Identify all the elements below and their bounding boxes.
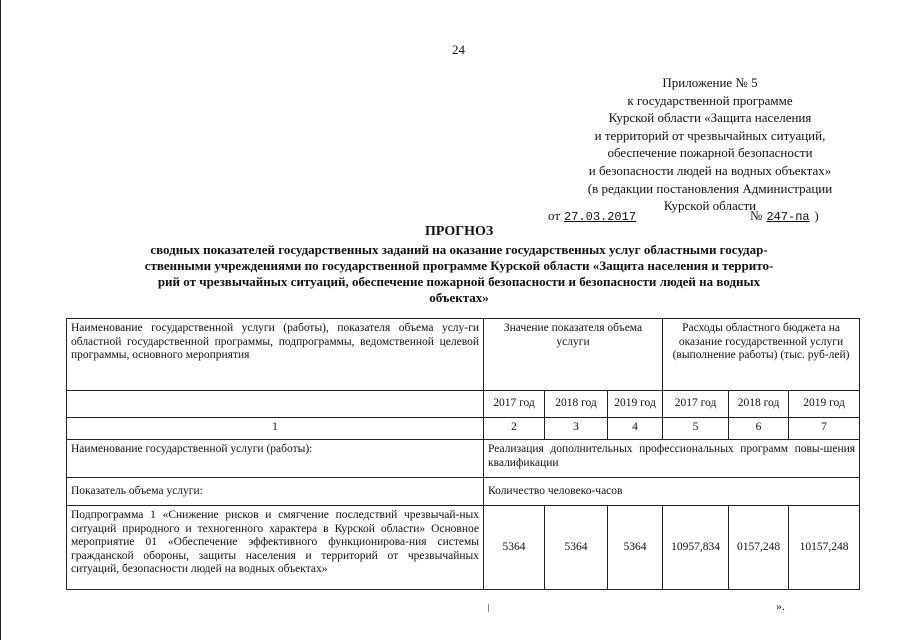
subtitle-line: рий от чрезвычайных ситуаций, обеспечение пожарной безопасности и безопасности людей на водных (157, 274, 761, 289)
year-cell: 2018 год (729, 391, 789, 418)
volume-value: 5364 (545, 506, 608, 590)
scan-mark (488, 604, 489, 612)
appendix-line: Приложение № 5 (662, 75, 758, 90)
row-label: Показатель объема услуги: (67, 478, 484, 506)
header-service-name: Наименование государственной услуги (работы), показателя объема услу-ги областной государственной программы, подпрограммы, ведомственной целевой программы, основного мероприятия (67, 319, 484, 391)
decree-date-line (548, 208, 819, 224)
closing-quote: ». (776, 599, 785, 613)
years-row (67, 391, 860, 418)
volume-indicator-row (67, 478, 860, 506)
date-prefix: от (548, 208, 561, 223)
year-cell: 2019 год (789, 391, 860, 418)
header-volume-value: Значение показателя объема услуги (484, 319, 663, 391)
close-paren: ) (814, 208, 819, 223)
column-number: 6 (729, 418, 789, 440)
empty-cell (67, 391, 484, 418)
volume-value: 5364 (484, 506, 545, 590)
column-number-row (67, 418, 860, 440)
appendix-line: Курской области «Защита населения (608, 110, 812, 126)
row-value: Количество человеко-часов (484, 478, 860, 506)
program-row (67, 506, 860, 590)
appendix-block (520, 74, 900, 215)
decree-number: 247-па (766, 210, 810, 224)
document-title: ПРОГНОЗ (425, 224, 494, 239)
appendix-line: и территорий от чрезвычайных ситуаций, (594, 127, 826, 143)
appendix-line: Курской области (663, 198, 757, 214)
appendix-line: к государственной программе (627, 92, 793, 108)
year-cell: 2017 год (484, 391, 545, 418)
appendix-line: и безопасности людей на водных объектах» (588, 162, 832, 178)
year-cell: 2017 год (663, 391, 729, 418)
column-number: 1 (67, 418, 484, 440)
forecast-table (66, 318, 860, 590)
appendix-line: (в редакции постановления Администрации (587, 180, 833, 196)
budget-value: 0157,248 (729, 506, 789, 590)
decree-date: 27.03.2017 (564, 210, 637, 224)
program-label: Подпрограмма 1 «Снижение рисков и смягчение последствий чрезвычай-ных ситуаций природного и техногенного характера в Курской области» Основное мероприятие 01 «Обеспечение эффективного функционирова-ния системы гражданской обороны, защиты населения и территорий от чрезвычайных ситуаций, безопасности людей на водных объектах» (67, 506, 484, 590)
column-number: 4 (608, 418, 663, 440)
year-cell: 2019 год (608, 391, 663, 418)
page-left-edge (0, 0, 1, 640)
page-number: 24 (452, 42, 465, 57)
header-row (67, 319, 860, 391)
volume-value: 5364 (608, 506, 663, 590)
column-number: 5 (663, 418, 729, 440)
subtitle-line: объектах» (429, 290, 489, 305)
row-label: Наименование государственной услуги (работы): (67, 440, 484, 478)
subtitle-line: сводных показателей государственных заданий на оказание государственных услуг областными государ- (150, 242, 768, 257)
service-name-row (67, 440, 860, 478)
appendix-line: обеспечение пожарной безопасности (607, 145, 813, 161)
header-budget-expenses: Расходы областного бюджета на оказание государственной услуги (выполнение работы) (тыс. руб-лей) (663, 319, 860, 391)
budget-value: 10957,834 (663, 506, 729, 590)
document-subtitle (96, 242, 822, 306)
year-cell: 2018 год (545, 391, 608, 418)
subtitle-line: ственными учреждениями по государственной программе Курской области «Защита населения и террито- (144, 258, 774, 273)
budget-value: 10157,248 (789, 506, 860, 590)
number-prefix: № (750, 208, 763, 223)
column-number: 7 (789, 418, 860, 440)
row-value: Реализация дополнительных профессиональных программ повы-шения квалификации (484, 440, 860, 478)
column-number: 3 (545, 418, 608, 440)
column-number: 2 (484, 418, 545, 440)
